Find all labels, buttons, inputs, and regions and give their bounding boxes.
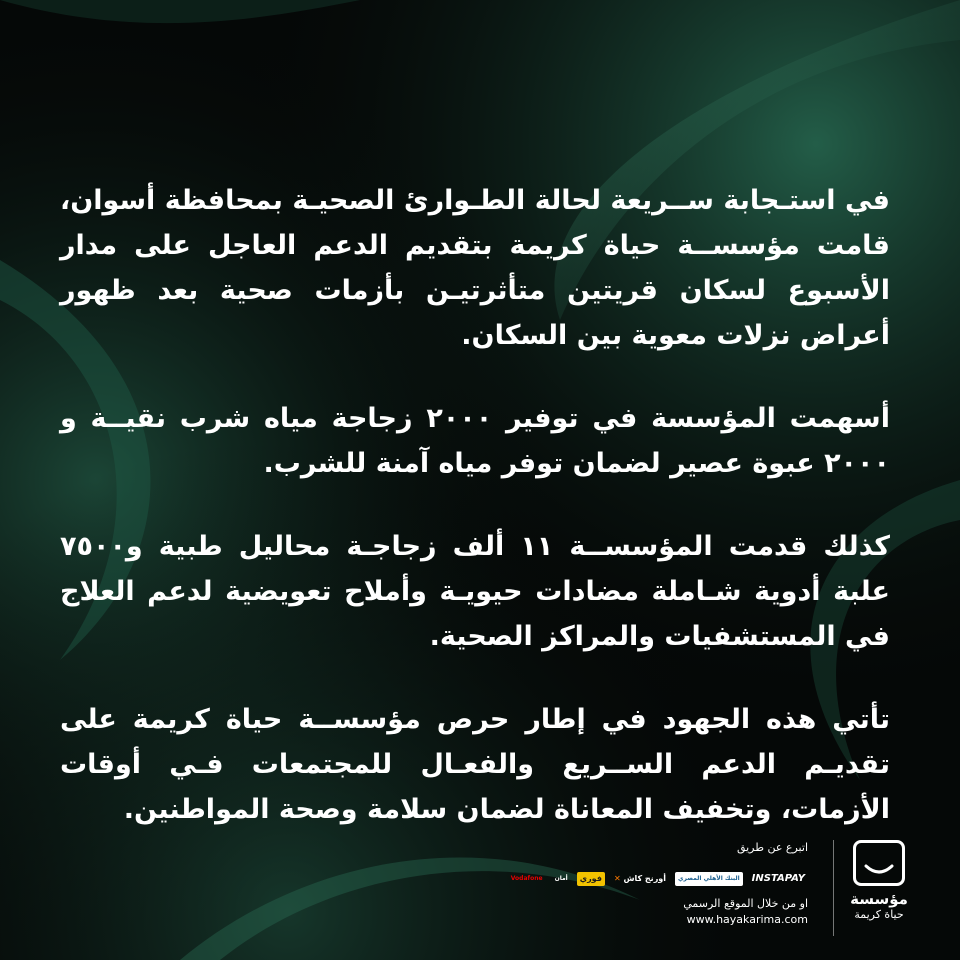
bank-logo[interactable]: البنك الأهلي المصري [675, 872, 743, 886]
payment-methods [510, 868, 808, 890]
website-link[interactable]: www.hayakarima.com [686, 913, 808, 926]
footer-divider [833, 840, 834, 936]
fawry-logo[interactable]: فوري [577, 872, 605, 886]
orange-cash-logo[interactable]: ✕ أورنج كاش [613, 874, 667, 883]
website-label: او من خلال الموقع الرسمي [683, 897, 808, 910]
paragraph-water-supply: أسهمت المؤسسة في توفير ٢٠٠٠ زجاجة مياه شرب نقيــة و ٢٠٠٠ عبوة عصير لضمان توفر مياه آمنة للشرب. [60, 403, 890, 479]
post-text [60, 178, 890, 870]
logo-subtitle: حياة كريمة [854, 908, 904, 921]
paragraph-mission: تأتي هذه الجهود في إطار حرص مؤسســة حياة كريمة على تقديـم الدعم الســريع والفعـال للمجتمعات فـي أوقات الأزمات، وتخفيف المعاناة لضمان سلامة وصحة المواطنين. [60, 704, 890, 825]
aman-logo[interactable]: أمان [554, 875, 568, 882]
footer [510, 832, 940, 942]
smile-box-icon [853, 840, 905, 886]
instapay-logo[interactable]: INSTAPAY [751, 873, 805, 884]
donate-label: اتبرع عن طريق [736, 841, 808, 854]
vodafone-logo[interactable]: Vodafone [510, 875, 543, 882]
logo-name: مؤسسة [850, 890, 908, 908]
donate-section [510, 840, 808, 928]
paragraph-medical-supplies: كذلك قدمت المؤسســة ١١ ألف زجاجـة محاليل طبية و٧٥٠٠ علبة أدوية شـاملة مضادات حيويـة وأملاح تعويضية لدعم العلاج في المستشفيات والمراكز الصحية. [60, 531, 890, 652]
paragraph-emergency-response: في استـجابة ســريعة لحالة الطـوارئ الصحيـة بمحافظة أسوان، قامت مؤسســة حياة كريمة بتقديم الدعم العاجل على مدار الأسبوع لسكان قريتين متأثرتيـن بأزمات صحية بعد ظهور أعراض نزلات معوية بين السكان. [60, 185, 890, 351]
foundation-logo [844, 840, 914, 922]
orange-cash-label: أورنج كاش [623, 874, 667, 883]
